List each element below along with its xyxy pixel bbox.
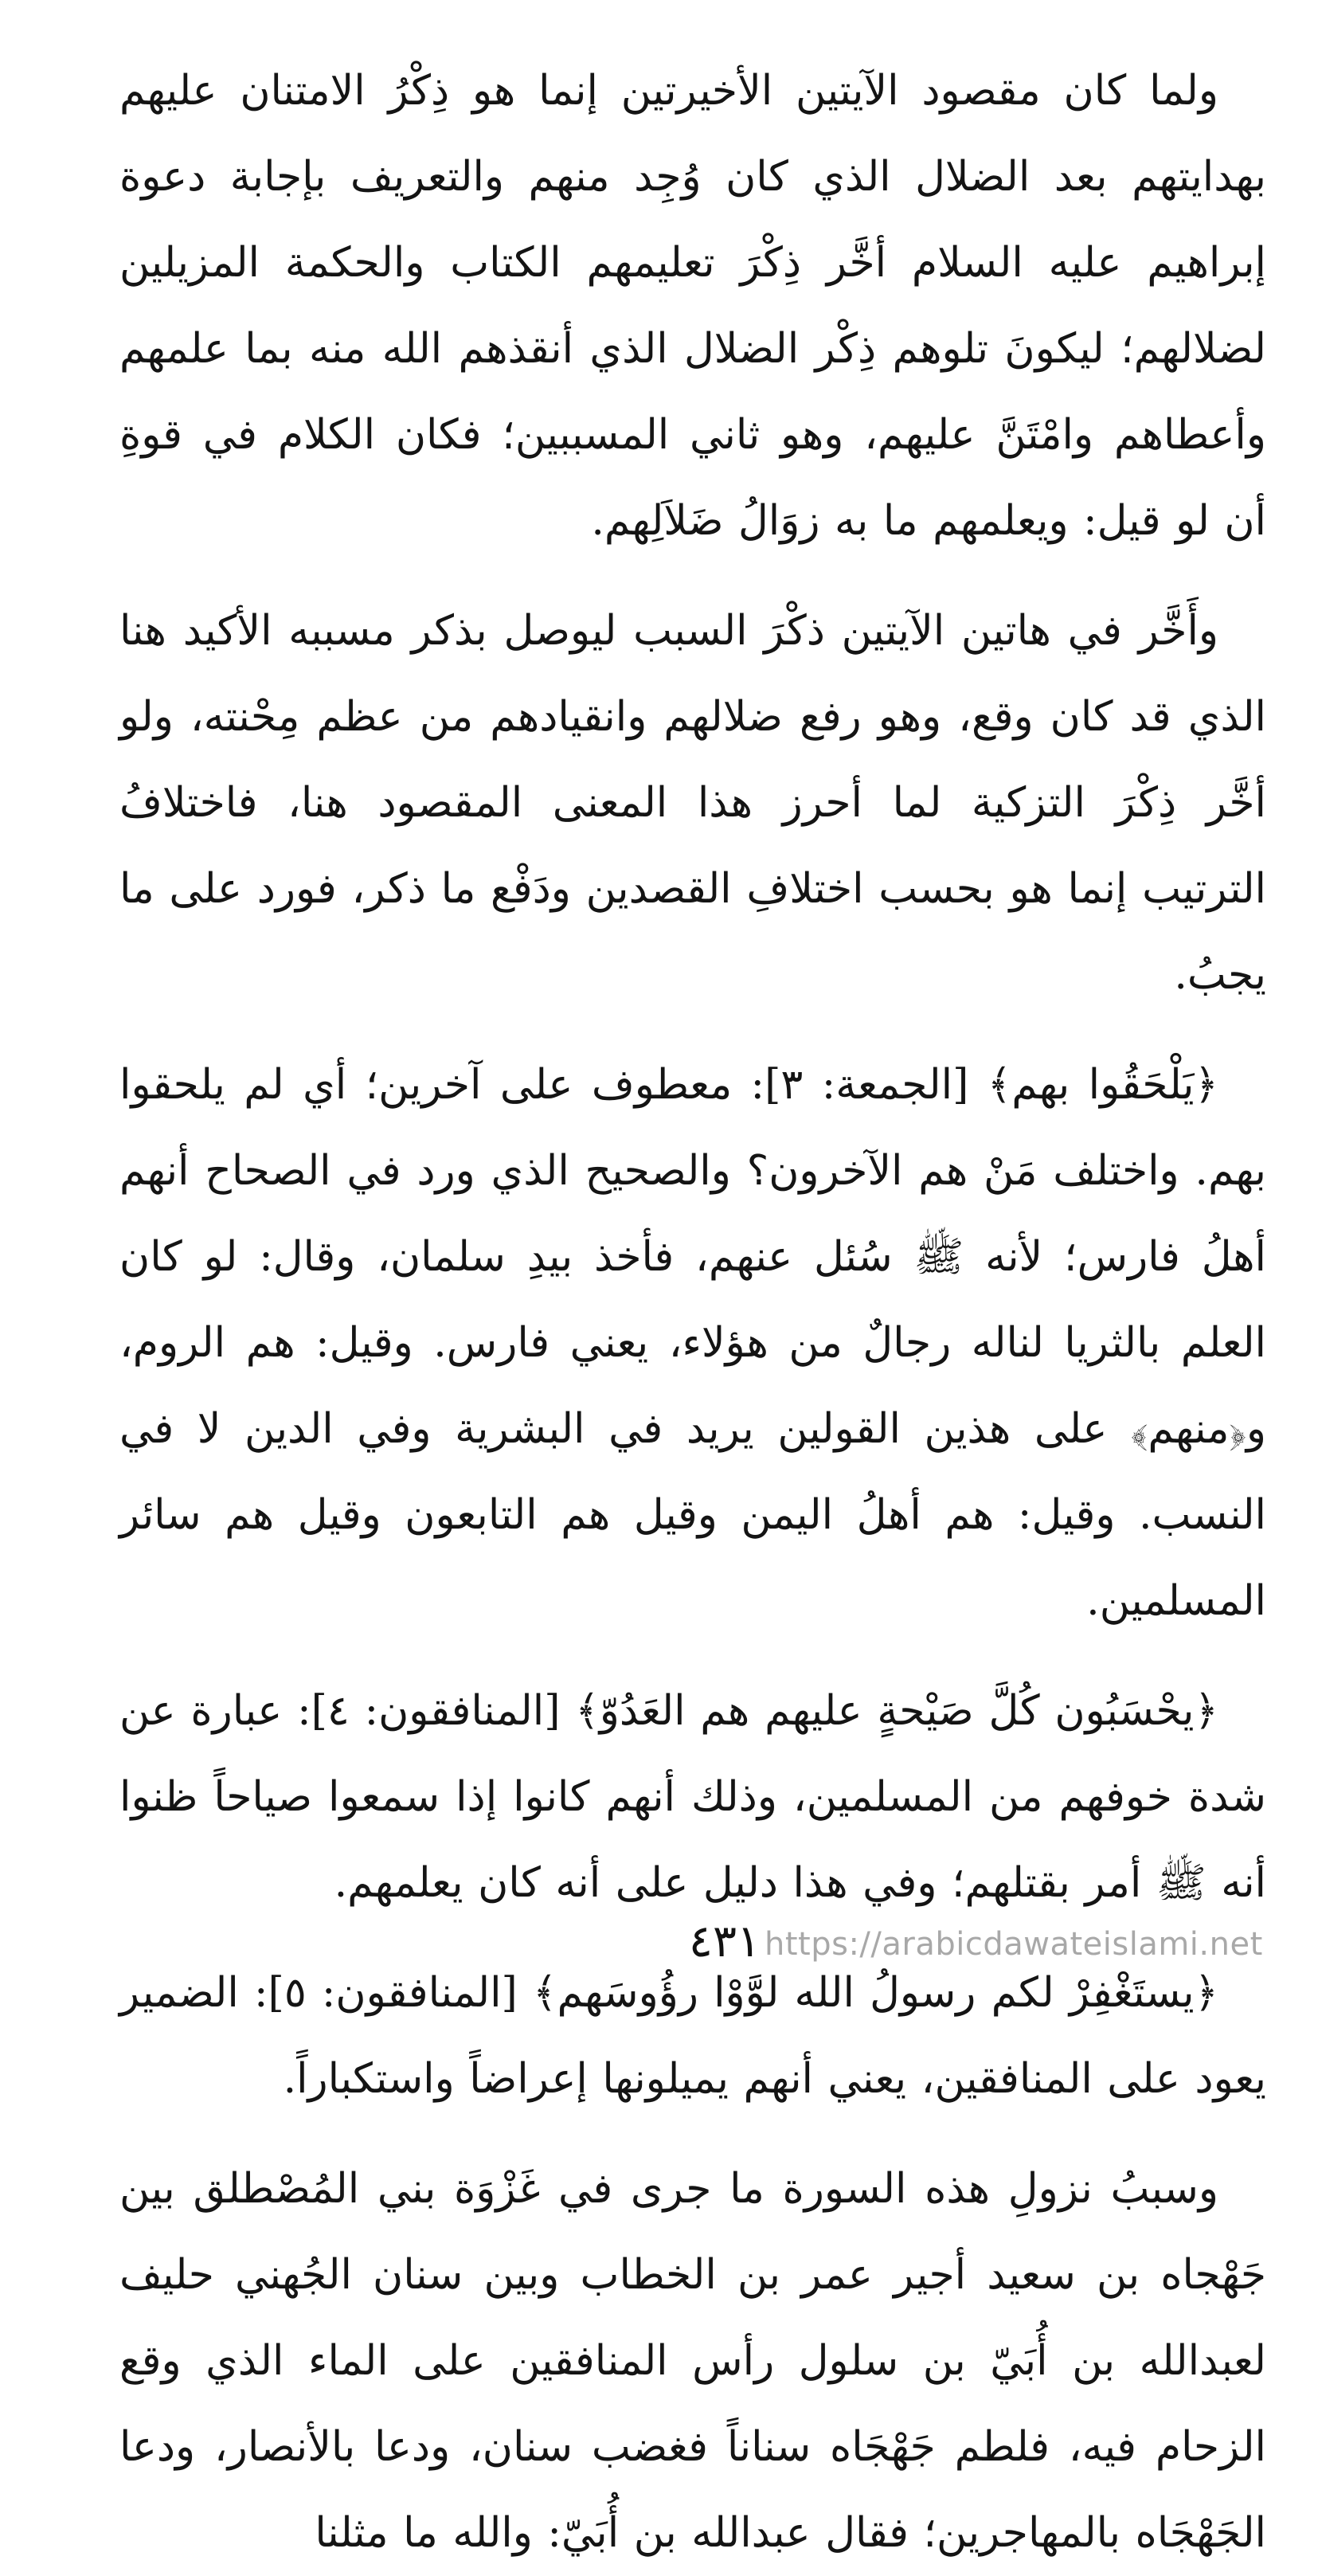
paragraph-4: ﴿يحْسَبُون كُلَّ صَيْحةٍ عليهم هم العَدُوّ﴾ [المنافقون: ٤]: عبارة عن شدة خوفهم من المسلمين، وذلك أنهم كانوا إذا سمعوا صياحاً ظنوا أنه ﷺ أمر بقتلهم؛ وفي هذا دليل على أنه كان يعلمهم.	[119, 1687, 1266, 1907]
paragraph-6: وسببُ نزولِ هذه السورة ما جرى في غَزْوَة بني المُصْطلق بين جَهْجاه بن سعيد أجير عمر بن الخطاب وبين سنان الجُهني حليف لعبدالله بن أُبَيّ بن سلول رأس المنافقين على الماء الذي وقع الزحام فيه، فلطم جَهْجَاه سناناً فغضب سنان، ودعا بالأنصار، ودعا الجَهْجَاه بالمهاجرين؛ فقال عبدالله بن أُبَيّ: والله ما مثلنا	[119, 2165, 1266, 2557]
paragraph-3: ﴿يَلْحَقُوا بهم﴾ [الجمعة: ٣]: معطوف على آخرين؛ أي لم يلحقوا بهم. واختلف مَنْ هم الآخرون؟ والصحيح الذي ورد في الصحاح أنهم أهلُ فارس؛ لأنه ﷺ سُئل عنهم، فأخذ بيدِ سلمان، وقال: لو كان العلم بالثريا لناله رجالٌ من هؤلاء، يعني فارس. وقيل: هم الروم، و﴿منهم﴾ على هذين القولين يريد في البشرية وفي الدين لا في النسب. وقيل: هم أهلُ اليمن وقيل هم التابعون وقيل هم سائر المسلمين.	[119, 1061, 1266, 1625]
paragraph-5: ﴿يستَغْفِرْ لكم رسولُ الله لوَّوْا رؤُوسَهم﴾ [المنافقون: ٥]: الضمير يعود على المنافقين، يعني أنهم يميلونها إعراضاً واستكباراً.	[119, 1969, 1266, 2103]
paragraph-1: ولما كان مقصود الآيتين الأخيرتين إنما هو ذِكْرُ الامتنان عليهم بهدايتهم بعد الضلال الذي كان وُجِد منهم والتعريف بإجابة دعوة إبراهيم عليه السلام أخَّر ذِكْرَ تعليمهم الكتاب والحكمة المزيلين لضلالهم؛ ليكونَ تلوهم ذِكْر الضلال الذي أنقذهم الله منه بما علمهم وأعطاهم وامْتَنَّ عليهم، وهو ثاني المسببين؛ فكان الكلام في قوةِ أن لو قيل: ويعلمهم ما به زوَالُ ضَلاَلِهم.	[119, 67, 1266, 545]
watermark-url: https://arabicdawateislami.net	[765, 1926, 1263, 1963]
page-number: ٤٣١	[688, 1916, 761, 1967]
paragraph-2: وأَخَّر في هاتين الآيتين ذكْرَ السبب ليوصل بذكر مسببه الأكيد هنا الذي قد كان وقع، وهو رفع ضلالهم وانقيادهم من عظم مِحْنته، ولو أخَّر ذِكْرَ التزكية لما أحرز هذا المعنى المقصود هنا، فاختلافُ الترتيب إنما هو بحسب اختلافِ القصدين ودَفْع ما ذكر، فورد على ما يجبُ.	[119, 607, 1267, 999]
